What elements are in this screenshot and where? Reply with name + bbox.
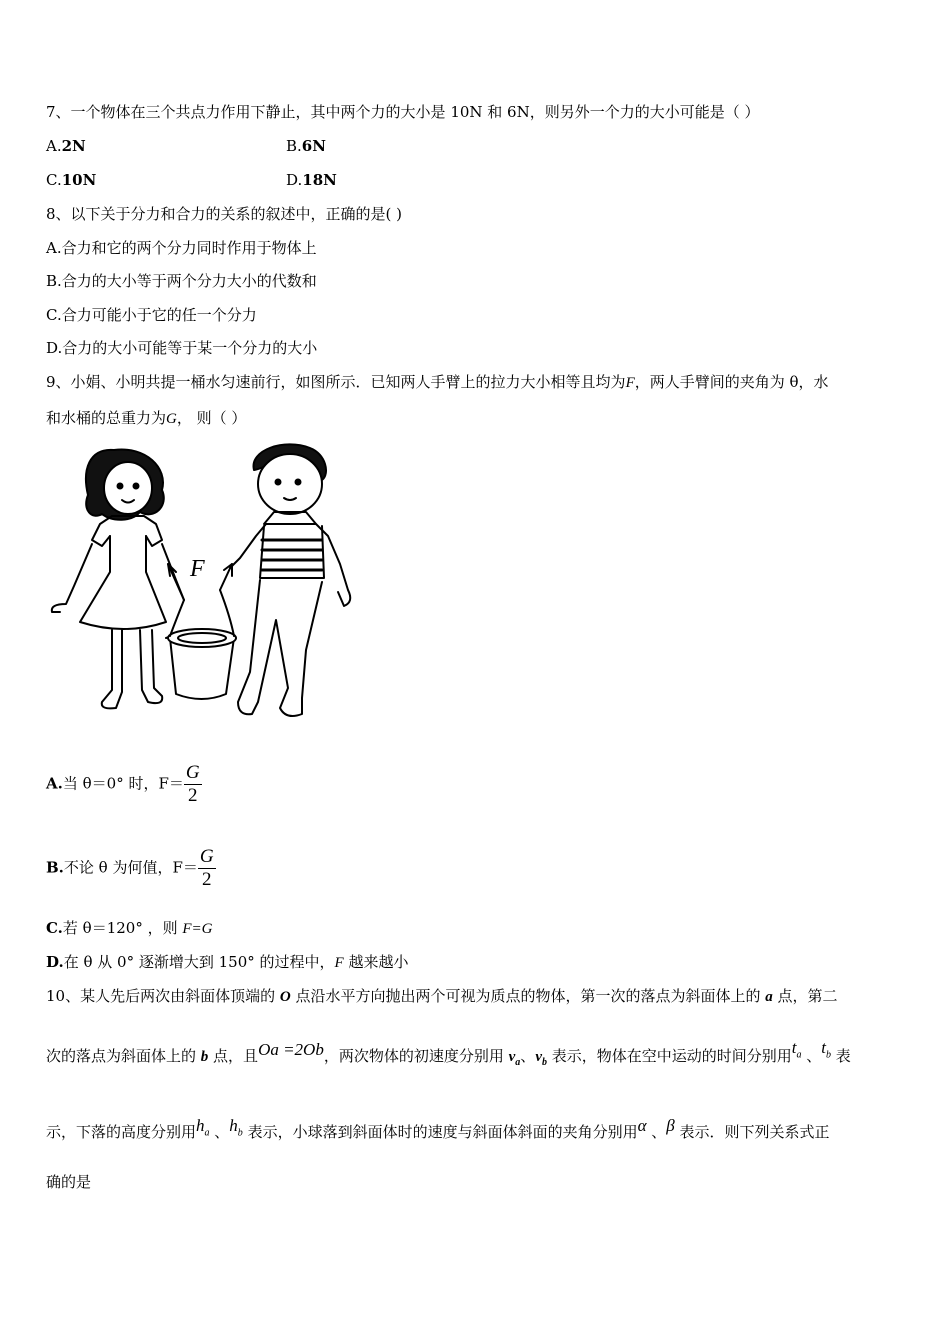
q10-line1: 10、某人先后两次由斜面体顶端的 O 点沿水平方向抛出两个可视为质点的物体，第一次的落点为斜面体上的 a 点，第二 xyxy=(46,987,838,1005)
fraction-g-over-2: $\frac{G}{2}$ xyxy=(185,762,200,806)
q7-options-row2 xyxy=(46,170,346,190)
figure-force-label: F xyxy=(190,556,205,582)
q9-option-b: B.不论 θ 为何值，F＝ $\frac{G}{2}$ xyxy=(46,846,214,890)
q7-options-row1 xyxy=(46,136,346,156)
q8-option-c: C.合力可能小于它的任一个分力 xyxy=(46,306,257,324)
q7-option-a: A.2N xyxy=(46,137,86,155)
q9-option-c: C.若 θ＝120° ，则 F=G xyxy=(46,919,213,937)
q7-option-b: B.6N xyxy=(286,137,326,155)
q7-option-d: D.18N xyxy=(286,171,337,189)
q7-stem: 7、一个物体在三个共点力作用下静止，其中两个力的大小是 10N 和 6N，则另外一个力的大小可能是（ ） xyxy=(46,103,760,121)
q9-stem-line1: 9、小娟、小明共提一桶水匀速前行，如图所示．已知两人手臂上的拉力大小相等且均为F，两人手臂间的夹角为 θ，水 xyxy=(46,373,829,391)
q8-option-b: B.合力的大小等于两个分力大小的代数和 xyxy=(46,272,317,290)
fraction-g-over-2: $\frac{G}{2}$ xyxy=(199,846,214,890)
children-carrying-bucket-figure xyxy=(44,440,354,740)
q9-option-a: A.当 θ＝0° 时，F＝ $\frac{G}{2}$ xyxy=(46,762,200,806)
q10-line2: 次的落点为斜面体上的 b 点，且Oa =2Ob，两次物体的初速度分别用 $v_a$、$v_b$ 表示，物体在空中运动的时间分别用$t_a$ 、$t_b$ 表 xyxy=(46,1038,851,1068)
q8-option-a: A.合力和它的两个分力同时作用于物体上 xyxy=(46,239,317,257)
q8-option-d: D.合力的大小可能等于某一个分力的大小 xyxy=(46,339,318,357)
q8-stem: 8、以下关于分力和合力的关系的叙述中，正确的是( ) xyxy=(46,205,403,223)
q9-option-d: D.在 θ 从 0° 逐渐增大到 150° 的过程中，F 越来越小 xyxy=(46,953,409,971)
q10-line4: 确的是 xyxy=(46,1173,92,1191)
q9-stem-line2: 和水桶的总重力为G， 则（ ） xyxy=(46,409,247,427)
q7-option-c: C.10N xyxy=(46,171,97,189)
q10-line3: 示，下落的高度分别用$h_a$ 、$h_b$ 表示，小球落到斜面体时的速度与斜面体斜面的夹角分别用α 、β 表示．则下列关系式正 xyxy=(46,1116,830,1141)
